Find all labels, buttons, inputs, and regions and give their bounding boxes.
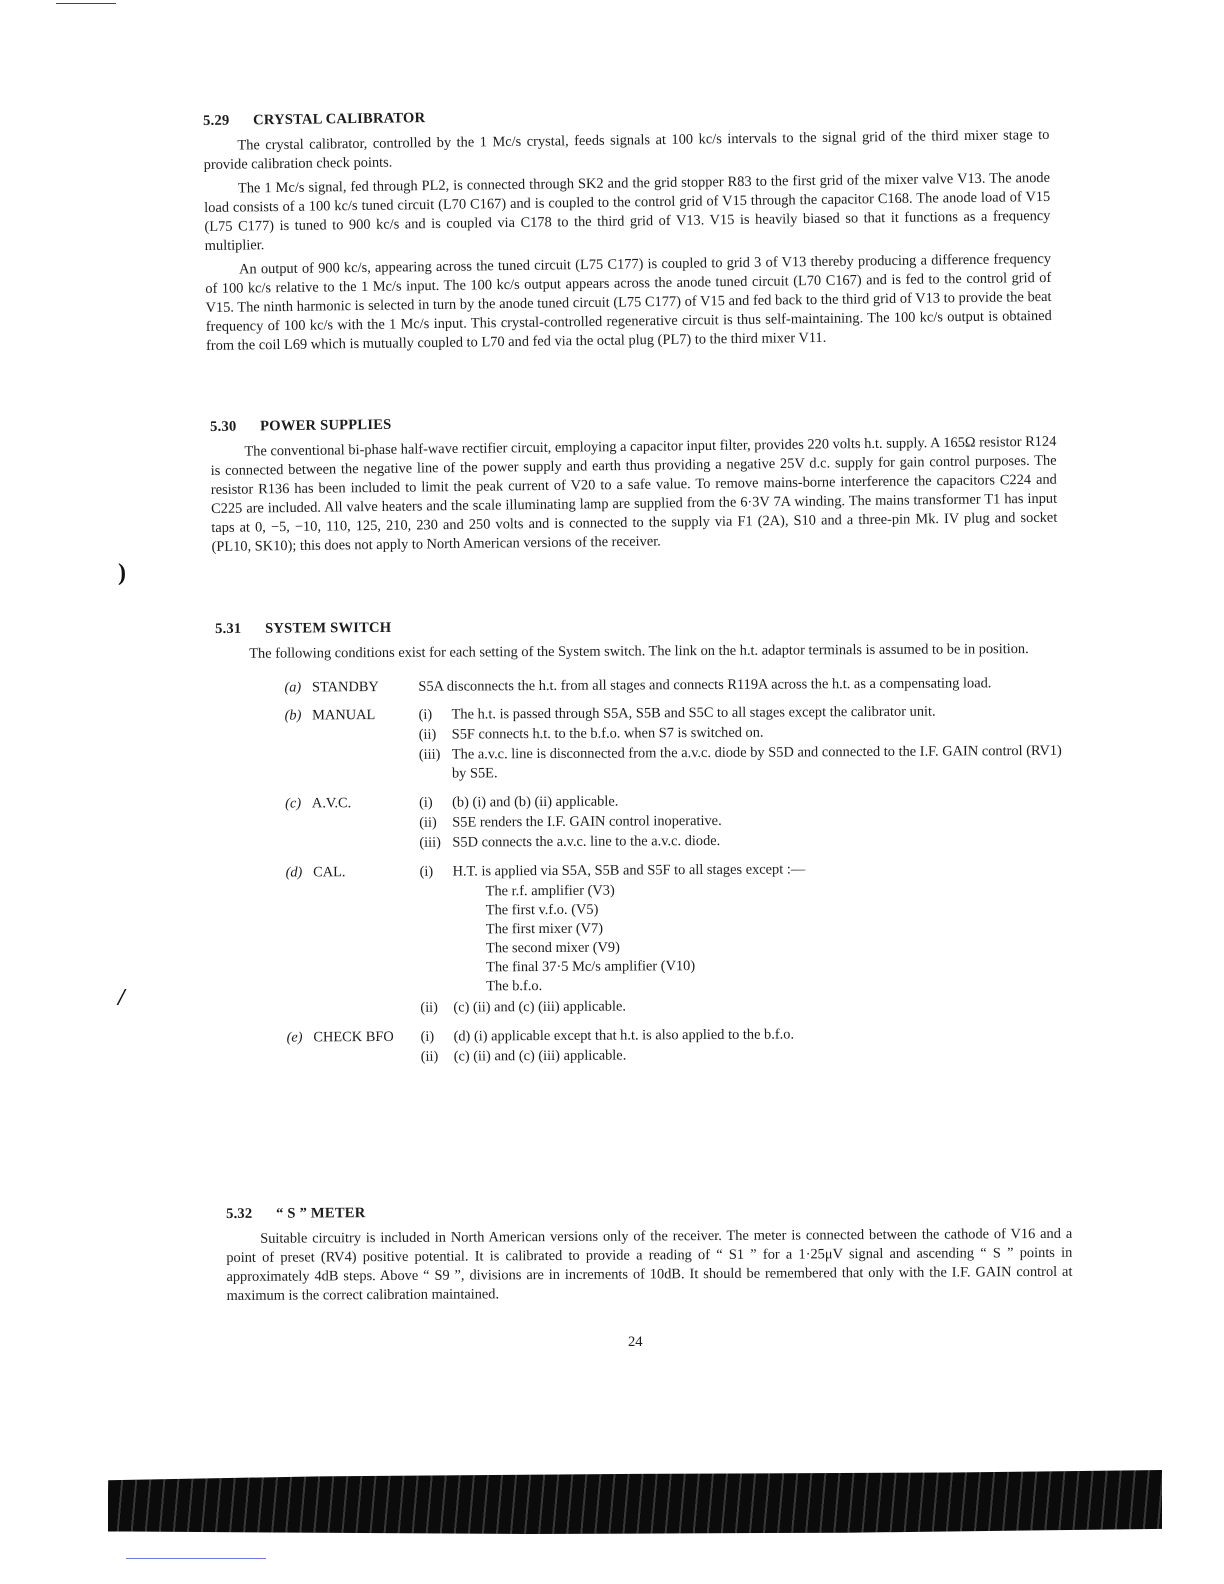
setting-letter: (e) xyxy=(286,1029,303,1046)
section-5-32 xyxy=(226,1200,1073,1311)
sub-text: The a.v.c. line is disconnected from the a.v.c. diode by S5D and connected to the I.F. GAIN control (RV1) by S5E. xyxy=(451,742,1062,782)
sub-item xyxy=(419,742,1062,784)
sub-number: (ii) xyxy=(420,1048,439,1065)
sub-number: (i) xyxy=(419,794,433,811)
list-item: The first mixer (V7) xyxy=(485,920,604,938)
paragraph: The following conditions exist for each setting of the System switch. The link on the h.t. adaptor terminals is assumed to be in position. xyxy=(249,641,1029,662)
sub-text: S5F connects h.t. to the b.f.o. when S7 is switched on. xyxy=(451,724,764,743)
section-heading xyxy=(210,408,1056,437)
sub-item xyxy=(421,1044,1064,1067)
sub-item xyxy=(419,830,1062,853)
sub-number: (ii) xyxy=(418,726,437,743)
sub-number: (i) xyxy=(420,1028,435,1045)
sub-item xyxy=(420,1024,1063,1047)
switch-setting-standby xyxy=(215,674,1061,698)
sub-number: (iii) xyxy=(418,746,441,763)
section-heading xyxy=(215,615,1061,639)
list-item: The first v.f.o. (V5) xyxy=(485,901,599,919)
scan-artifact-line xyxy=(126,1558,266,1559)
setting-letter: (c) xyxy=(285,795,302,812)
setting-label xyxy=(284,678,418,698)
setting-body xyxy=(419,702,1062,785)
setting-letter: (a) xyxy=(284,679,302,696)
setting-name: MANUAL xyxy=(312,707,376,724)
sub-text: (c) (ii) and (c) (iii) applicable. xyxy=(453,998,627,1016)
sub-number: (i) xyxy=(418,706,433,723)
setting-label xyxy=(285,863,420,1020)
setting-body xyxy=(419,790,1062,854)
section-number: 5.29 xyxy=(203,112,230,129)
section-5-29 xyxy=(203,101,1052,361)
paragraph: Suitable circuitry is included in North American versions only of the receiver. The meter is connected between the cathode of V16 and a point of preset (RV4) positive potential. It is calibrated to provide a reading of “ S1 ” for a 1·25μV signal and ascending “ S ” points in approximately 4dB steps. Above “ S9 ”, divisions are in increments of 10dB. It should be remembered that only with the I.F. GAIN control at maximum is the correct calibration maintained. xyxy=(226,1225,1073,1304)
scan-edge-shadow xyxy=(108,1470,1162,1534)
sub-item xyxy=(419,859,1062,882)
sub-item xyxy=(419,790,1062,813)
sub-text: (b) (i) and (b) (ii) applicable. xyxy=(452,793,619,811)
switch-setting-check-bfo xyxy=(217,1024,1063,1069)
setting-name: CHECK BFO xyxy=(313,1028,394,1046)
sub-text: S5D connects the a.v.c. line to the a.v.c. diode. xyxy=(452,832,721,851)
paragraph: The crystal calibrator, controlled by the 1 Mc/s crystal, feeds signals at 100 kc/s intervals to the signal grid of the third mixer stage to provide calibration check points. xyxy=(203,126,1050,173)
setting-description: S5A disconnects the h.t. from all stages and connects R119A across the h.t. as a compensating load. xyxy=(418,675,992,695)
section-heading xyxy=(226,1200,1072,1224)
paragraph: An output of 900 kc/s, appearing across the tuned circuit (L75 C177) is coupled to grid 3 of V13 thereby producing a difference frequency of 100 kc/s relative to the 1 Mc/s input. The 100 kc/s output appears across the anode tuned circuit (L70 C167) and is fed to the control grid of V15. The ninth harmonic is selected in turn by the anode tuned circuit (L75 C177) of V15 and fed back to the third grid of V13 to provide the beat frequency of 100 kc/s with the 1 Mc/s input. This crystal-controlled regenerative circuit is thus self-maintaining. The 100 kc/s output is obtained from the coil L69 which is mutually coupled to L70 and fed via the octal plug (PL7) to the third mixer V11. xyxy=(205,250,1052,354)
sub-text: (c) (ii) and (c) (iii) applicable. xyxy=(453,1047,627,1065)
section-heading xyxy=(203,101,1049,131)
section-title: “ S ” METER xyxy=(276,1205,366,1222)
section-5-31 xyxy=(215,615,1064,1078)
list-item: The r.f. amplifier (V3) xyxy=(485,882,615,900)
section-number: 5.32 xyxy=(226,1205,253,1222)
margin-mark: ) xyxy=(118,560,126,586)
setting-name: A.V.C. xyxy=(311,795,352,812)
sub-text: S5E renders the I.F. GAIN control inoperative. xyxy=(452,812,722,831)
section-title: CRYSTAL CALIBRATOR xyxy=(253,110,426,129)
section-number: 5.30 xyxy=(210,418,237,435)
sub-number: (ii) xyxy=(420,999,439,1016)
section-title: POWER SUPPLIES xyxy=(260,416,392,435)
list-item: The second mixer (V9) xyxy=(485,939,620,957)
section-title: SYSTEM SWITCH xyxy=(265,619,392,637)
setting-label xyxy=(286,1028,420,1069)
sub-text: (d) (i) applicable except that h.t. is also applied to the b.f.o. xyxy=(453,1026,795,1045)
margin-mark: / xyxy=(118,985,125,1011)
setting-body xyxy=(419,859,1063,1019)
section-5-30 xyxy=(210,408,1058,562)
setting-letter: (b) xyxy=(284,707,302,724)
sub-text: The h.t. is passed through S5A, S5B and S5C to all stages except the calibrator unit. xyxy=(451,703,936,723)
sub-number: (iii) xyxy=(419,834,442,851)
paragraph: The 1 Mc/s signal, fed through PL2, is connected through SK2 and the grid stopper R83 to the first grid of the mixer valve V13. The anode load consists of a 100 kc/s tuned circuit (L70 C167) and is coupled to the control grid of V15 through the capacitor C168. The anode load of V15 (L75 C177) is tuned to 900 kc/s and is coupled via C178 to the third grid of V13. V15 is heavily biased so that it functions as a frequency multiplier. xyxy=(204,169,1051,254)
setting-label xyxy=(285,794,419,855)
section-number: 5.31 xyxy=(215,620,242,637)
sub-item xyxy=(419,810,1062,833)
sub-item xyxy=(420,995,1063,1018)
paragraph: The conventional bi-phase half-wave rectifier circuit, employing a capacitor input filter, provides 220 volts h.t. supply. A 165Ω resistor R124 is connected between the negative line of the power supply and earth thus providing a negative 25V d.c. supply for gain control purposes. The resistor R136 has been included to limit the peak current of V20 to a safe value. To remove mains-borne interference the capacitors C224 and C225 are included. All valve heaters and the scale illuminating lamp are supplied from the 6·3V 7A winding. The mains transformer T1 has input taps at 0, −5, −10, 110, 125, 210, 230 and 250 volts and is connected to the supply via F1 (2A), S10 and a three-pin Mk. IV plug and socket (PL10, SK10); this does not apply to North American versions of the receiver. xyxy=(210,433,1058,555)
sub-number: (i) xyxy=(419,863,434,880)
switch-setting-manual xyxy=(216,702,1062,786)
setting-body xyxy=(420,1024,1063,1068)
setting-name: STANDBY xyxy=(311,679,379,696)
page-number: 24 xyxy=(628,1334,643,1350)
switch-setting-cal xyxy=(216,859,1063,1020)
sub-item xyxy=(419,702,1062,725)
list-item: The b.f.o. xyxy=(486,978,543,995)
switch-settings-list xyxy=(215,674,1063,1069)
excepted-stages-list xyxy=(420,879,1064,999)
setting-name: CAL. xyxy=(313,864,346,881)
switch-setting-avc xyxy=(216,790,1062,855)
sub-item xyxy=(419,722,1062,745)
sub-text: H.T. is applied via S5A, S5B and S5F to all stages except :— xyxy=(452,861,806,880)
list-item: The final 37·5 Mc/s amplifier (V10) xyxy=(486,958,696,976)
setting-letter: (d) xyxy=(285,864,303,881)
sub-number: (ii) xyxy=(419,814,437,831)
setting-label xyxy=(285,706,419,786)
